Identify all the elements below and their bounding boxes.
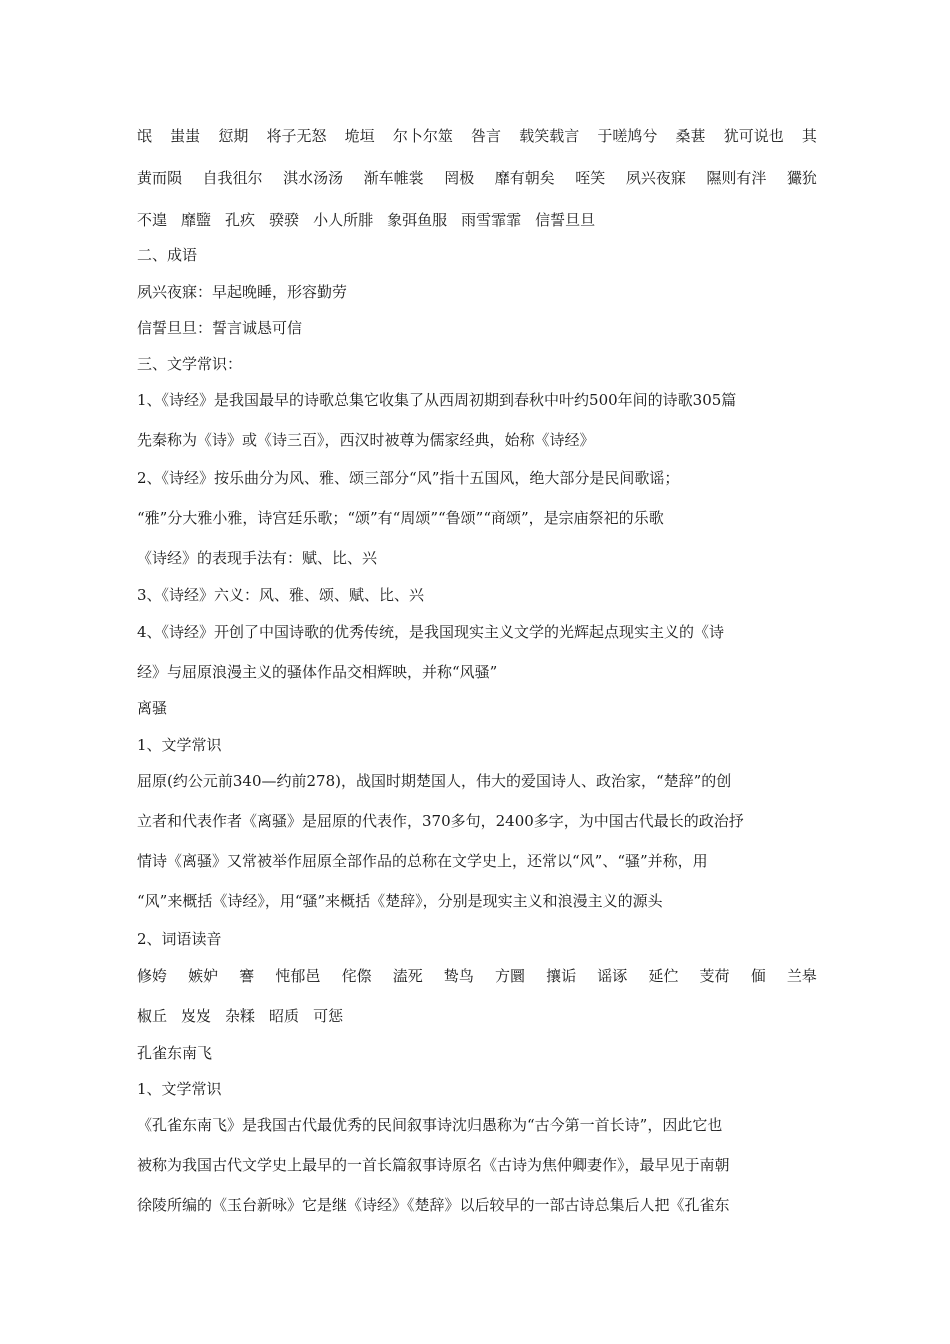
paragraph-line: 被称为我国古代文学史上最早的一首长篇叙事诗原名《古诗为焦仲卿妻作》，最早见于南朝: [137, 1156, 730, 1174]
vocab-word: 尔卜尔筮: [392, 127, 453, 145]
vocab-word: 夙兴夜寐: [625, 169, 686, 187]
paragraph-line: 徐陵所编的《玉台新咏》它是继《诗经》《楚辞》以后较早的一部古诗总集后人把《孔雀东: [137, 1196, 730, 1214]
paragraph-line: 先秦称为《诗》或《诗三百》，西汉时被尊为儒家经典，始称《诗经》: [137, 431, 595, 449]
vocab-word: 靡有朝矣: [494, 169, 555, 187]
paragraph-line: 立者和代表作者《离骚》是屈原的代表作，370多句，2400多字，为中国古代最长的政治抒: [137, 812, 744, 830]
vocab-word: 渐车帷裳: [363, 169, 424, 187]
paragraph-line: 1、《诗经》是我国最早的诗歌总集它收集了从西周初期到春秋中叶约500年间的诗歌305篇: [137, 391, 737, 409]
paragraph-line: 4、《诗经》开创了中国诗歌的优秀传统，是我国现实主义文学的光辉起点现实主义的《诗: [137, 623, 725, 641]
subheading: 1、文学常识: [137, 1080, 222, 1098]
vocab-word: 象弭鱼服: [387, 211, 448, 229]
vocab-word: 蚩蚩: [170, 127, 201, 145]
idiom-item: 信誓旦旦：誓言诚恳可信: [137, 319, 303, 337]
vocab-word: 侘傺: [341, 967, 372, 985]
vocab-word: 謇: [239, 967, 255, 985]
idiom-item: 夙兴夜寐：早起晚睡，形容勤劳: [137, 283, 348, 301]
paragraph-line: 经》与屈原浪漫主义的骚体作品交相辉映，并称“风骚”: [137, 663, 498, 681]
vocab-word: 咎言: [471, 127, 502, 145]
paragraph-line: 3、《诗经》六义：风、雅、颂、赋、比、兴: [137, 586, 425, 604]
vocab-word: 昭质: [269, 1007, 300, 1025]
vocab-word: 岌岌: [181, 1007, 212, 1025]
vocab-word: 愆期: [218, 127, 249, 145]
vocab-word: 其: [801, 127, 817, 145]
vocab-word: 罔极: [444, 169, 475, 187]
paragraph-line: 2、《诗经》按乐曲分为风、雅、颂三部分“风”指十五国风，绝大部分是民间歌谣；: [137, 469, 680, 487]
vocab-word: 靡盬: [181, 211, 212, 229]
vocab-word: 延伫: [648, 967, 679, 985]
vocab-word: 桑葚: [675, 127, 706, 145]
vocab-word: 攘诟: [546, 967, 577, 985]
vocab-word: 玁狁: [786, 169, 817, 187]
paragraph-line: “雅”分大雅小雅，诗宫廷乐歌；“颂”有“周颂”“鲁颂”“商颂”，是宗庙祭祀的乐歌: [137, 509, 664, 527]
vocab-word: 淇水汤汤: [283, 169, 344, 187]
vocab-word: 兰皋: [786, 967, 817, 985]
vocab-row-1: [137, 126, 817, 146]
subheading: 1、文学常识: [137, 736, 222, 754]
lisao-words-row-2: [137, 1006, 817, 1026]
vocab-word: 谣诼: [597, 967, 628, 985]
paragraph-line: 屈原(约公元前340—约前278)，战国时期楚国人，伟大的爱国诗人、政治家，“楚辞”的创: [137, 772, 732, 790]
vocab-row-2: [137, 168, 817, 188]
vocab-word: 将子无怒: [266, 127, 327, 145]
literature-heading: 三、文学常识：: [137, 355, 243, 373]
vocab-word: 载笑载言: [519, 127, 580, 145]
vocab-word: 忳郁邑: [275, 967, 321, 985]
paragraph-line: “风”来概括《诗经》，用“骚”来概括《楚辞》，分别是现实主义和浪漫主义的源头: [137, 892, 663, 910]
vocab-word: 可惩: [313, 1007, 344, 1025]
paragraph-line: 《孔雀东南飞》是我国古代最优秀的民间叙事诗沈归愚称为“古今第一首长诗”，因此它也: [137, 1116, 723, 1134]
vocab-word: 修姱: [137, 967, 168, 985]
vocab-word: 杂糅: [225, 1007, 256, 1025]
vocab-word: 椒丘: [137, 1007, 168, 1025]
vocab-word: 雨雪霏霏: [461, 211, 522, 229]
vocab-word: 信誓旦旦: [535, 211, 596, 229]
vocab-word: 方圜: [494, 967, 525, 985]
vocab-word: 偭: [750, 967, 766, 985]
vocab-word: 犹可说也: [723, 127, 784, 145]
lisao-words-row-1: [137, 966, 817, 986]
section-title-lisao: 离骚: [137, 699, 168, 717]
vocab-word: 嫉妒: [188, 967, 219, 985]
paragraph-line: 情诗《离骚》又常被举作屈原全部作品的总称在文学史上，还常以“风”、“骚”并称，用: [137, 852, 708, 870]
idiom-heading: 二、成语: [137, 246, 198, 264]
vocab-word: 隰则有泮: [706, 169, 767, 187]
vocab-word: 鸷鸟: [443, 967, 474, 985]
subheading: 2、词语读音: [137, 930, 222, 948]
vocab-word: 芰荷: [699, 967, 730, 985]
vocab-word: 骙骙: [269, 211, 300, 229]
vocab-word: 溘死: [392, 967, 423, 985]
vocab-word: 氓: [137, 127, 153, 145]
section-title-kongque: 孔雀东南飞: [137, 1044, 213, 1062]
vocab-word: 于嗟鸠兮: [597, 127, 658, 145]
vocab-word: 孔疚: [225, 211, 256, 229]
vocab-row-3: [137, 210, 817, 230]
vocab-word: 垝垣: [344, 127, 375, 145]
vocab-word: 咥笑: [575, 169, 606, 187]
paragraph-line: 《诗经》的表现手法有：赋、比、兴: [137, 549, 378, 567]
vocab-word: 黄而陨: [137, 169, 183, 187]
vocab-word: 小人所腓: [313, 211, 374, 229]
vocab-word: 自我徂尔: [202, 169, 263, 187]
vocab-word: 不遑: [137, 211, 168, 229]
